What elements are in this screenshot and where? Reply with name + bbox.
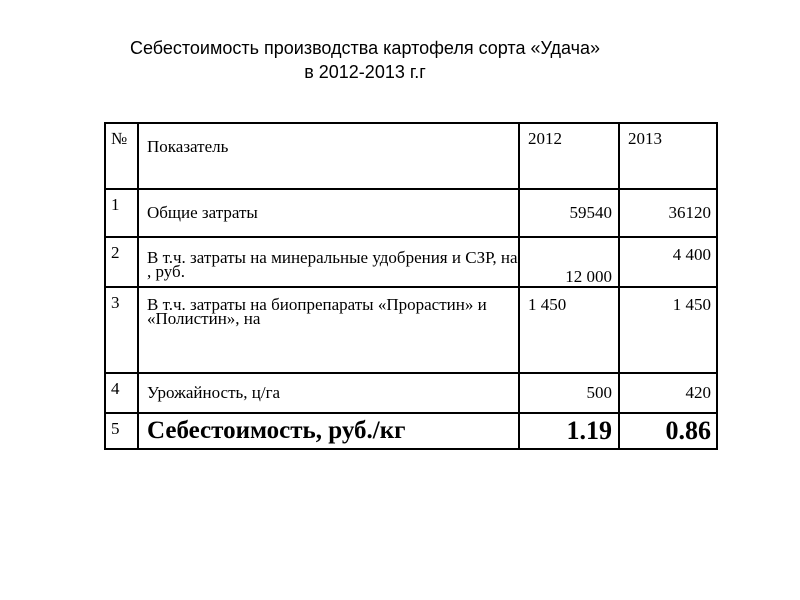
row-label: Общие затраты bbox=[138, 189, 519, 237]
page-title bbox=[60, 36, 670, 84]
table-row bbox=[105, 287, 717, 373]
row-label: В т.ч. затраты на биопрепараты «Прорастин» и «Полистин», на bbox=[138, 287, 519, 373]
row-value-2013: 0.86 bbox=[619, 413, 717, 449]
row-value-2013: 36120 bbox=[619, 189, 717, 237]
table-row bbox=[105, 189, 717, 237]
row-value-2012: 1.19 bbox=[519, 413, 619, 449]
row-value-2013: 420 bbox=[619, 373, 717, 413]
row-num: 5 bbox=[105, 413, 138, 449]
header-2012: 2012 bbox=[519, 123, 619, 189]
table-row bbox=[105, 237, 717, 287]
title-line-1: Себестоимость производства картофеля сорта «Удача» bbox=[129, 38, 601, 58]
row-value-2013: 1 450 bbox=[619, 287, 717, 373]
cost-table bbox=[104, 122, 718, 450]
row-label: В т.ч. затраты на минеральные удобрения и СЗР, на , руб. bbox=[138, 237, 519, 287]
row-label: Урожайность, ц/га bbox=[138, 373, 519, 413]
row-value-2012: 59540 bbox=[519, 189, 619, 237]
row-value-2012: 12 000 bbox=[519, 237, 619, 287]
row-value-2012: 1 450 bbox=[519, 287, 619, 373]
table-row bbox=[105, 373, 717, 413]
row-value-2012: 500 bbox=[519, 373, 619, 413]
row-num: 2 bbox=[105, 237, 138, 287]
table-row-total bbox=[105, 413, 717, 449]
header-2013: 2013 bbox=[619, 123, 717, 189]
row-label: Себестоимость, руб./кг bbox=[138, 413, 519, 449]
row-value-2013: 4 400 bbox=[619, 237, 717, 287]
header-indicator: Показатель bbox=[138, 123, 519, 189]
table-header-row bbox=[105, 123, 717, 189]
header-num: № bbox=[105, 123, 138, 189]
title-line-2: в 2012-2013 г.г bbox=[304, 62, 426, 82]
row-num: 3 bbox=[105, 287, 138, 373]
row-num: 4 bbox=[105, 373, 138, 413]
row-num: 1 bbox=[105, 189, 138, 237]
